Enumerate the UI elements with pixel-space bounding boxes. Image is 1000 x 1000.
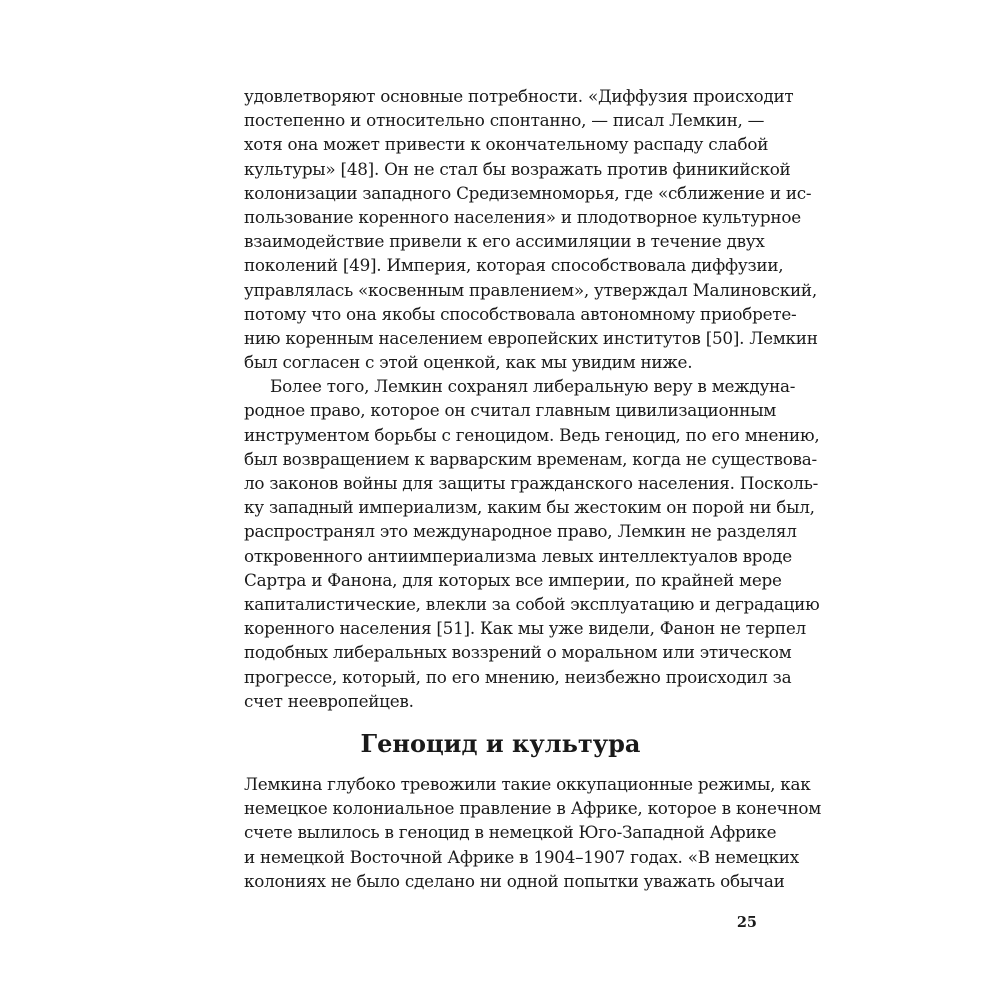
text-line: немецкое колониальное правление в Африке, которое в конечном [244, 798, 822, 819]
text-line: родное право, которое он считал главным цивилизационным [244, 400, 777, 421]
section-heading: Геноцид и культура [360, 729, 641, 758]
page-number: 25 [736, 914, 757, 931]
text-line: хотя она может привести к окончательному распаду слабой [244, 134, 769, 155]
paragraph-1 [244, 84, 818, 374]
text-line: управлялась «косвенным правлением», утверждал Малиновский, [244, 279, 817, 300]
text-line: распространял это международное право, Лемкин не разделял [244, 521, 797, 542]
text-line: потому что она якобы способствовала автономному приобрете- [244, 303, 797, 324]
text-line: инструментом борьбы с геноцидом. Ведь геноцид, по его мнению, [244, 424, 820, 445]
text-line: Сартра и Фанона, для которых все империи, по крайней мере [244, 569, 782, 590]
text-line: ку западный империализм, каким бы жестоким он порой ни был, [244, 497, 815, 518]
paragraph-3 [244, 772, 822, 893]
text-line: нию коренным населением европейских институтов [50]. Лемкин [244, 327, 818, 348]
text-line: колониях не было сделано ни одной попытки уважать обычаи [244, 870, 785, 891]
text-line: удовлетворяют основные потребности. «Диффузия происходит [244, 86, 794, 106]
text-line: взаимодействие привели к его ассимиляции в течение двух [244, 231, 765, 252]
paragraph-2 [244, 374, 820, 713]
text-line: подобных либеральных воззрений о моральном или этическом [244, 642, 792, 663]
text-line: был возвращением к варварским временам, когда не существова- [244, 448, 817, 469]
text-line: был согласен с этой оценкой, как мы увидим ниже. [244, 352, 693, 373]
body-text [244, 84, 820, 713]
text-line: колонизации западного Средиземноморья, где «сближение и ис- [244, 182, 812, 203]
text-line: постепенно и относительно спонтанно, — писал Лемкин, — [244, 110, 765, 131]
text-line: Более того, Лемкин сохранял либеральную веру в междуна- [270, 376, 796, 397]
text-line: счете вылилось в геноцид в немецкой Юго-Западной Африке [244, 822, 777, 843]
text-line: пользование коренного населения» и плодотворное культурное [244, 206, 801, 227]
text-line: культуры» [48]. Он не стал бы возражать против финикийской [244, 158, 791, 179]
text-line: ло законов войны для защиты гражданского населения. Посколь- [244, 473, 819, 493]
text-line: откровенного антиимпериализма левых интеллектуалов вроде [244, 545, 792, 566]
text-line: поколений [49]. Империя, которая способствовала диффузии, [244, 255, 784, 276]
section-body-text [244, 772, 822, 893]
text-line: и немецкой Восточной Африке в 1904–1907 годах. «В немецких [244, 846, 799, 867]
text-line: прогрессе, который, по его мнению, неизбежно происходил за [244, 666, 792, 687]
text-line: капиталистические, влекли за собой эксплуатацию и деградацию [244, 593, 820, 614]
text-line: коренного населения [51]. Как мы уже видели, Фанон не терпел [244, 618, 806, 639]
text-line: счет неевропейцев. [244, 690, 414, 711]
text-line: Лемкина глубоко тревожили такие оккупационные режимы, как [244, 774, 811, 794]
